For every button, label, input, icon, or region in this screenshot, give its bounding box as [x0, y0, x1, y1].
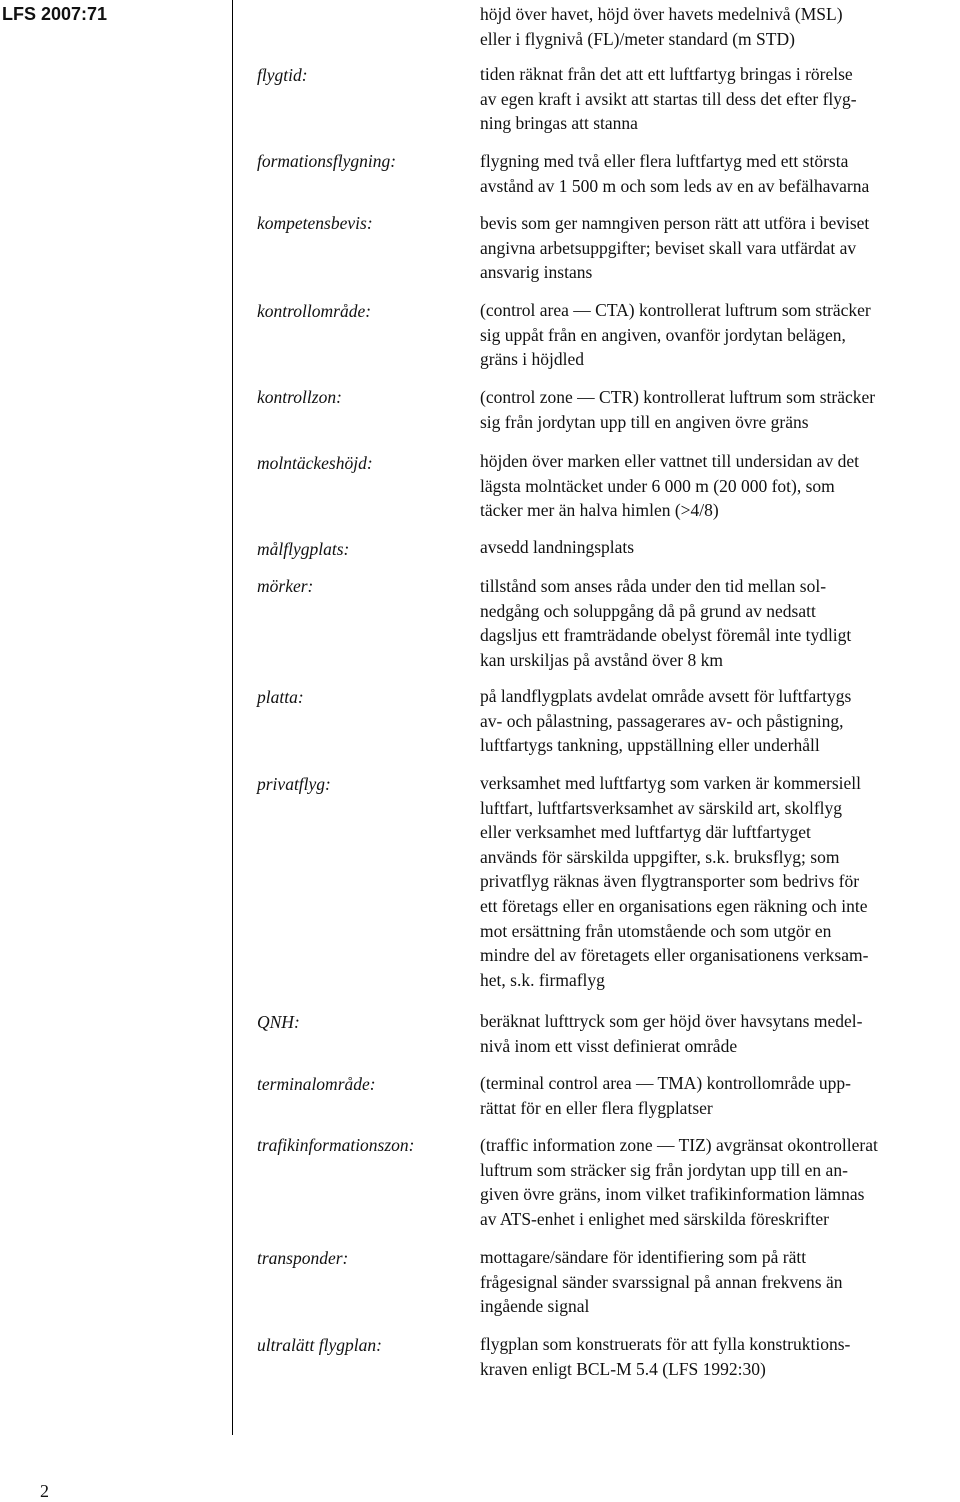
definition-text [480, 385, 958, 434]
definition-line: dagsljus ett framträdande obelyst föremål inte tydligt [480, 625, 852, 646]
definition-line: luftrum som sträcker sig från jordytan upp till en an- [480, 1159, 848, 1180]
definition-line: sig uppåt från en angiven, ovanför jordytan belägen, [480, 324, 846, 345]
definition-text [480, 771, 958, 992]
definition-text [480, 535, 958, 560]
definition-text [480, 1071, 958, 1120]
definition-line: (control area — CTA) kontrollerat luftrum som sträcker [480, 300, 871, 320]
definition-term: trafikinformationszon: [257, 1135, 415, 1155]
definition-line: lägsta molntäcket under 6 000 m (20 000 fot), som [480, 475, 835, 496]
definition-line: bevis som ger namngiven person rätt att utföra i beviset [480, 213, 870, 233]
definition-line: ning bringas att stanna [480, 113, 638, 134]
definition-text [480, 1133, 958, 1231]
definition-term: mörker: [257, 576, 314, 596]
definition-line: tiden räknat från det att ett luftfartyg bringas i rörelse [480, 64, 853, 84]
definition-term: molntäckeshöjd: [257, 453, 373, 473]
definition-line: privatflyg räknas även flygtransporter som bedrivs för [480, 871, 860, 892]
definition-text [480, 1332, 958, 1381]
definition-line: avstånd av 1 500 m och som leds av en av befälhavarna [480, 175, 870, 196]
definition-line: tillstånd som anses råda under den tid mellan sol- [480, 576, 827, 596]
definition-line: luftfart, luftfartsverksamhet av särskild art, skolflyg [480, 797, 843, 818]
definition-term: kontrollzon: [257, 387, 342, 407]
definition-term: flygtid: [257, 65, 308, 85]
definition-text [480, 449, 958, 523]
definition-line: av ATS-enhet i enlighet med särskilda föreskrifter [480, 1208, 829, 1229]
definition-line: nedgång och soluppgång då på grund av nedsatt [480, 600, 816, 621]
definition-term: privatflyg: [257, 774, 331, 794]
definition-term: kompetensbevis: [257, 213, 373, 233]
definition-line: het, s.k. firmaflyg [480, 969, 605, 990]
definition-text [480, 211, 958, 285]
definition-line: (terminal control area — TMA) kontrollområde upp- [480, 1073, 851, 1093]
definition-line: kan urskiljas på avstånd över 8 km [480, 649, 724, 670]
definition-line: eller i flygnivå (FL)/meter standard (m STD) [480, 28, 795, 49]
definition-line: avsedd landningsplats [480, 537, 635, 557]
definition-line: ett företags eller en organisations egen räkning och inte [480, 895, 868, 916]
definition-line: täcker mer än halva himlen (>4/8) [480, 500, 719, 521]
definition-line: ansvarig instans [480, 262, 593, 283]
definition-text [480, 1009, 958, 1058]
definition-line: kraven enligt BCL-M 5.4 (LFS 1992:30) [480, 1358, 766, 1379]
definition-line: verksamhet med luftfartyg som varken är kommersiell [480, 773, 861, 793]
definition-line: beräknat lufttryck som ger höjd över havsytans medel- [480, 1011, 863, 1031]
definition-line: rättat för en eller flera flygplatser [480, 1097, 713, 1118]
definition-line: mot ersättning från utomstående och som utgör en [480, 920, 832, 941]
definition-term: transponder: [257, 1248, 349, 1268]
definition-line: av egen kraft i avsikt att startas till dess det efter flyg- [480, 88, 857, 109]
definition-line: luftfartygs tankning, uppställning eller underhåll [480, 735, 820, 756]
definition-term: kontrollområde: [257, 301, 372, 321]
definition-term: formationsflygning: [257, 151, 397, 171]
definition-text [480, 684, 958, 758]
definition-text [480, 2, 958, 51]
definition-line: angivna arbetsuppgifter; beviset skall vara utfärdat av [480, 237, 857, 258]
definition-text [480, 1245, 958, 1319]
definition-line: flygplan som konstruerats för att fylla konstruktions- [480, 1334, 851, 1354]
document-header: LFS 2007:71 [2, 4, 108, 24]
definition-term: målflygplats: [257, 539, 350, 559]
definition-text [480, 62, 958, 136]
definition-text [480, 149, 958, 198]
definition-line: höjden över marken eller vattnet till undersidan av det [480, 451, 860, 471]
definition-line: nivå inom ett visst definierat område [480, 1035, 738, 1056]
definition-line: gräns i höjdled [480, 349, 585, 370]
definition-term: QNH: [257, 1012, 300, 1032]
definition-line: (traffic information zone — TIZ) avgränsat okontrollerat [480, 1135, 878, 1155]
definition-line: på landflygplats avdelat område avsett för luftfartygs [480, 686, 852, 706]
definition-term: platta: [257, 687, 304, 707]
definition-line: frågesignal sänder svarssignal på annan frekvens än [480, 1271, 843, 1292]
definition-line: används för särskilda uppgifter, s.k. bruksflyg; som [480, 846, 840, 867]
definition-line: sig från jordytan upp till en angiven övre gräns [480, 411, 809, 432]
definition-text [480, 574, 958, 672]
definition-line: given övre gräns, inom vilket trafikinformation lämnas [480, 1184, 865, 1205]
definition-line: ingående signal [480, 1296, 590, 1317]
definition-term: terminalområde: [257, 1074, 376, 1094]
definition-text [480, 298, 958, 372]
definition-line: flygning med två eller flera luftfartyg med ett största [480, 151, 849, 171]
definition-line: höjd över havet, höjd över havets medelnivå (MSL) [480, 4, 843, 24]
definition-term: ultralätt flygplan: [257, 1335, 382, 1355]
definition-line: mindre del av företagets eller organisationens verksam- [480, 945, 869, 966]
page-number: 2 [40, 1481, 49, 1501]
definition-line: av- och pålastning, passagerares av- och påstigning, [480, 710, 844, 731]
definition-line: eller verksamhet med luftfartyg där luftfartyget [480, 822, 811, 843]
definition-line: mottagare/sändare för identifiering som på rätt [480, 1247, 807, 1267]
column-divider [232, 0, 233, 1435]
definition-line: (control zone — CTR) kontrollerat luftrum som sträcker [480, 387, 876, 407]
